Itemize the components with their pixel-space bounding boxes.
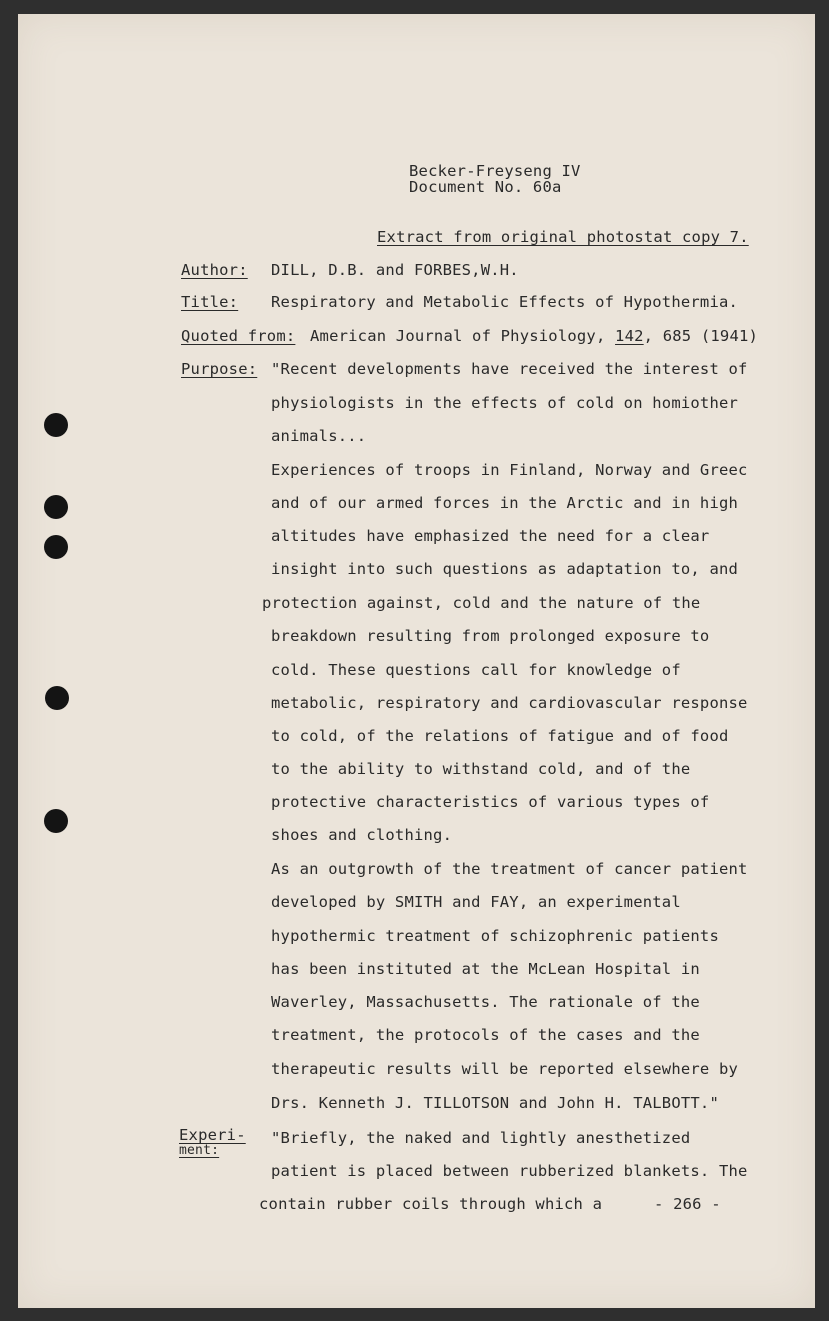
body-line: protective characteristics of various types of bbox=[271, 793, 710, 811]
experiment-label-1: Experi- bbox=[179, 1126, 246, 1144]
body-line: developed by SMITH and FAY, an experimental bbox=[271, 893, 681, 911]
document-number: Document No. 60a bbox=[409, 178, 562, 196]
body-line: protection against, cold and the nature of the bbox=[262, 594, 701, 612]
body-line: insight into such questions as adaptation to, and bbox=[271, 560, 739, 578]
body-line: "Briefly, the naked and lightly anesthetized bbox=[271, 1129, 691, 1147]
journal-name: American Journal of Physiology, bbox=[310, 327, 606, 345]
body-line: to cold, of the relations of fatigue and of food bbox=[271, 727, 729, 745]
body-line: contain rubber coils through which a bbox=[259, 1195, 603, 1213]
body-line: patient is placed between rubberized blankets. The bbox=[271, 1162, 748, 1180]
body-line: shoes and clothing. bbox=[271, 826, 453, 844]
body-line: animals... bbox=[271, 427, 367, 445]
body-line: to the ability to withstand cold, and of the bbox=[271, 760, 691, 778]
punch-hole bbox=[44, 809, 68, 833]
body-line: Waverley, Massachusetts. The rationale of the bbox=[271, 993, 700, 1011]
body-line: treatment, the protocols of the cases and the bbox=[271, 1026, 700, 1044]
punch-hole bbox=[44, 413, 68, 437]
body-line: cold. These questions call for knowledge of bbox=[271, 661, 681, 679]
title-value: Respiratory and Metabolic Effects of Hypothermia. bbox=[271, 293, 739, 311]
author-value: DILL, D.B. and FORBES,W.H. bbox=[271, 261, 519, 279]
quoted-from-value bbox=[310, 326, 770, 346]
title-label: Title: bbox=[181, 293, 239, 311]
body-line: altitudes have emphasized the need for a clear bbox=[271, 527, 710, 545]
body-line: As an outgrowth of the treatment of cancer patient bbox=[271, 860, 748, 878]
body-line: and of our armed forces in the Arctic and in high bbox=[271, 494, 739, 512]
experiment-label-2: ment: bbox=[179, 1143, 220, 1158]
body-line: physiologists in the effects of cold on homiother bbox=[271, 394, 739, 412]
punch-hole bbox=[45, 686, 69, 710]
body-line: therapeutic results will be reported elsewhere by bbox=[271, 1060, 739, 1078]
journal-volume: 142 bbox=[615, 327, 644, 345]
author-label: Author: bbox=[181, 261, 248, 279]
body-line: has been instituted at the McLean Hospital in bbox=[271, 960, 700, 978]
body-line: hypothermic treatment of schizophrenic patients bbox=[271, 927, 719, 945]
body-line: breakdown resulting from prolonged exposure to bbox=[271, 627, 710, 645]
quoted-from-label: Quoted from: bbox=[181, 327, 296, 345]
body-line: Experiences of troops in Finland, Norway and Greec bbox=[271, 461, 748, 479]
punch-hole bbox=[44, 535, 68, 559]
punch-hole bbox=[44, 495, 68, 519]
body-line: metabolic, respiratory and cardiovascular response bbox=[271, 694, 748, 712]
journal-page-year: , 685 (1941) bbox=[643, 327, 759, 345]
body-line: "Recent developments have received the interest of bbox=[271, 360, 748, 378]
purpose-label: Purpose: bbox=[181, 360, 258, 378]
page-number: - 266 - bbox=[654, 1195, 721, 1213]
body-line: Drs. Kenneth J. TILLOTSON and John H. TALBOTT." bbox=[271, 1094, 719, 1112]
document-series: Becker-Freyseng IV bbox=[409, 162, 581, 180]
extract-note: Extract from original photostat copy 7. bbox=[377, 228, 749, 246]
